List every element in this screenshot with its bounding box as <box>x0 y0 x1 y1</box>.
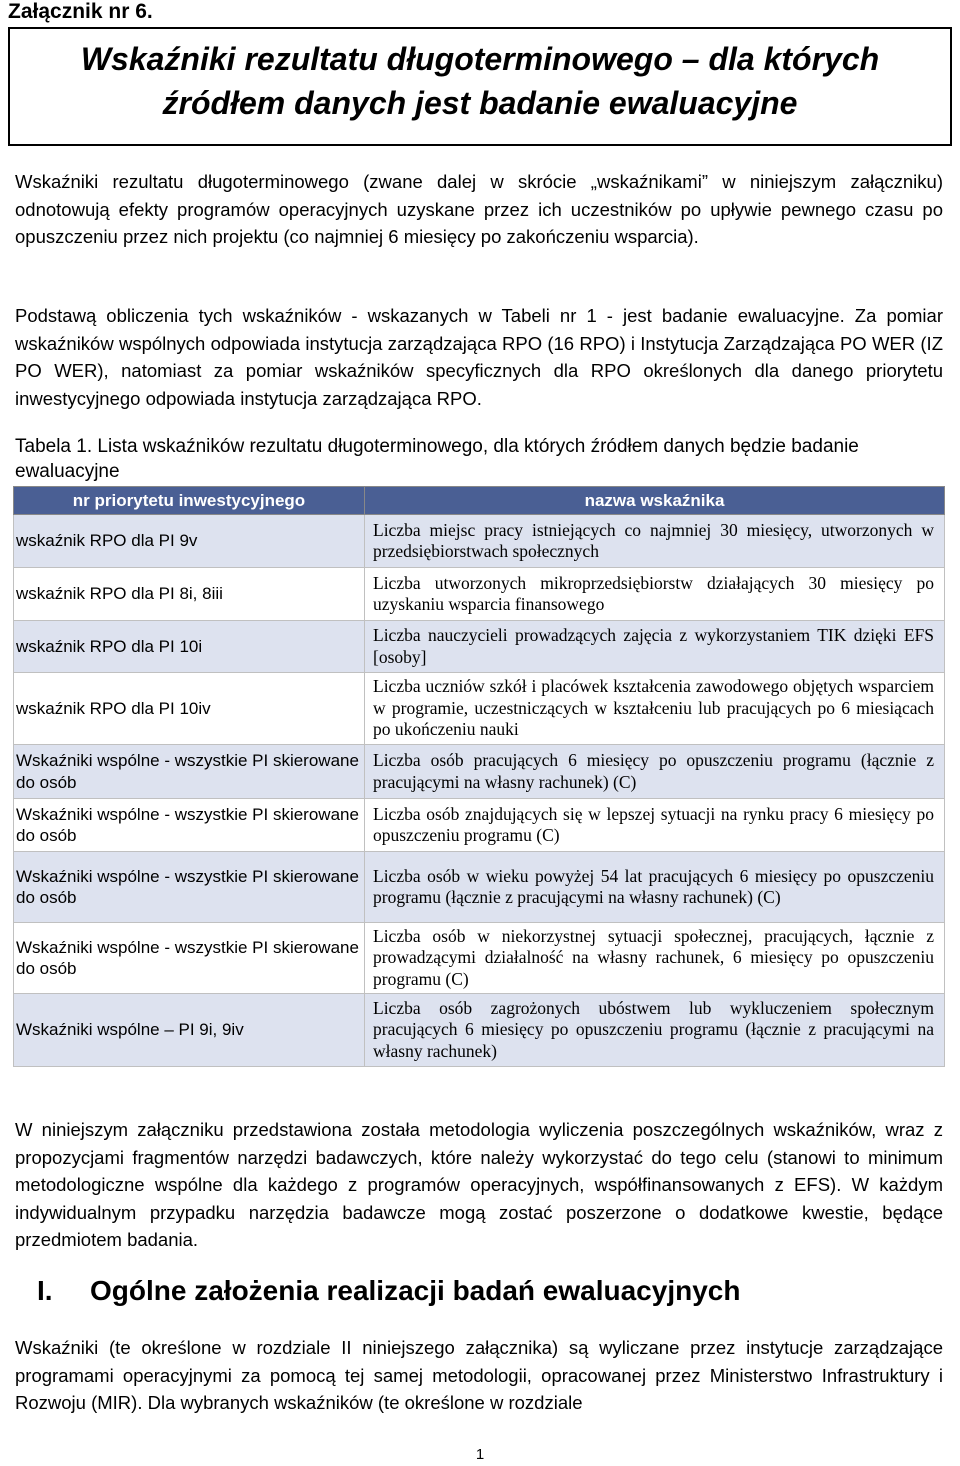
table-row <box>14 852 945 923</box>
basis-paragraph: Podstawą obliczenia tych wskaźników - wskazanych w Tabeli nr 1 - jest badanie ewaluacyjne. Za pomiar wskaźników wspólnych odpowiada instytucja zarządzająca RPO (16 RPO) i Instytucja Zarządzająca PO WER (IZ PO WER), natomiast za pomiar wskaźników specyficznych dla RPO określonych dla danego priorytetu inwestycyjnego odpowiada instytucja zarządzająca RPO. <box>15 305 943 409</box>
header-priority: nr priorytetu inwestycyjnego <box>14 487 365 515</box>
cell-indicator: Liczba osób w wieku powyżej 54 lat pracujących 6 miesięcy po opuszczeniu programu (łącznie z pracującymi na własny rachunek) (C) <box>365 852 945 923</box>
cell-indicator: Liczba uczniów szkół i placówek kształcenia zawodowego objętych wsparciem w programie, uczestniczących w kształceniu lub pracujących po 6 miesiącach po ukończeniu nauki <box>365 673 945 745</box>
cell-priority: wskaźnik RPO dla PI 10i <box>14 621 365 673</box>
table-row <box>14 994 945 1067</box>
cell-priority: Wskaźniki wspólne – PI 9i, 9iv <box>14 994 365 1067</box>
methodology-paragraph: W niniejszym załączniku przedstawiona została metodologia wyliczenia poszczególnych wskaźników, wraz z propozycjami fragmentów narzędzi badawczych, które należy wykorzystać do tego celu (stanowi to minimum metodologiczne wspólne dla każdego z programów operacyjnych, współfinansowanych z EFS). W każdym indywidualnym przypadku narzędzia badawcze mogą zostać poszerzone o dodatkowe kwestie, będące przedmiotem badania. <box>15 1119 943 1250</box>
table-row <box>14 568 945 621</box>
section-number: I. <box>37 1275 53 1306</box>
cell-priority: wskaźnik RPO dla PI 8i, 8iii <box>14 568 365 621</box>
page-number: 1 <box>475 1446 485 1463</box>
table-row <box>14 799 945 852</box>
table-row <box>14 621 945 673</box>
table-row <box>14 745 945 799</box>
header-indicator-name: nazwa wskaźnika <box>365 487 945 515</box>
section-heading <box>37 1275 740 1307</box>
title-line-1: Wskaźniki rezultatu długoterminowego – dla których <box>80 41 880 77</box>
table-row <box>14 923 945 994</box>
cell-priority: wskaźnik RPO dla PI 9v <box>14 515 365 568</box>
cell-priority: Wskaźniki wspólne - wszystkie PI skierowane do osób <box>14 799 365 852</box>
indicator-table <box>13 486 945 1067</box>
cell-indicator: Liczba miejsc pracy istniejących co najmniej 30 miesięcy, utworzonych w przedsiębiorstwach społecznych <box>365 515 945 568</box>
cell-priority: Wskaźniki wspólne - wszystkie PI skierowane do osób <box>14 745 365 799</box>
cell-indicator: Liczba utworzonych mikroprzedsiębiorstw działających 30 miesięcy po uzyskaniu wsparcia finansowego <box>365 568 945 621</box>
table-header-row <box>14 487 945 515</box>
section-title: Ogólne założenia realizacji badań ewaluacyjnych <box>90 1275 741 1306</box>
cell-indicator: Liczba osób w niekorzystnej sytuacji społecznej, pracujących, łącznie z prowadzącymi działalność na własny rachunek, 6 miesięcy po opuszczeniu programu (C) <box>365 923 945 994</box>
table-row <box>14 515 945 568</box>
cell-indicator: Liczba nauczycieli prowadzących zajęcia z wykorzystaniem TIK dzięki EFS [osoby] <box>365 621 945 673</box>
cell-indicator: Liczba osób zagrożonych ubóstwem lub wykluczeniem społecznym pracujących 6 miesięcy po opuszczeniu programu (łącznie z pracującymi na własny rachunek) <box>365 994 945 1067</box>
attachment-label: Załącznik nr 6. <box>8 0 153 23</box>
cell-priority: wskaźnik RPO dla PI 10iv <box>14 673 365 745</box>
cell-priority: Wskaźniki wspólne - wszystkie PI skierowane do osób <box>14 852 365 923</box>
cell-priority: Wskaźniki wspólne - wszystkie PI skierowane do osób <box>14 923 365 994</box>
table-row <box>14 673 945 745</box>
intro-paragraph: Wskaźniki rezultatu długoterminowego (zwane dalej w skrócie „wskaźnikami” w niniejszym załączniku) odnotowują efekty programów operacyjnych uzyskane przez ich uczestników po upływie pewnego czasu po opuszczeniu przez nich projektu (co najmniej 6 miesięcy po zakończeniu wsparcia). <box>15 171 943 247</box>
cell-indicator: Liczba osób znajdujących się w lepszej sytuacji na rynku pracy 6 miesięcy po opuszczeniu programu (C) <box>365 799 945 852</box>
title-line-2: źródłem danych jest badanie ewaluacyjne <box>162 85 798 121</box>
section-paragraph: Wskaźniki (te określone w rozdziale II niniejszego załącznika) są wyliczane przez instytucje zarządzające programami operacyjnymi za pomocą tej samej metodologii, opracowanej przez Ministerstwo Infrastruktury i Rozwoju (MIR). Dla wybranych wskaźników (te określone w rozdziale <box>15 1337 943 1413</box>
cell-indicator: Liczba osób pracujących 6 miesięcy po opuszczeniu programu (łącznie z pracującymi na własny rachunek) (C) <box>365 745 945 799</box>
table-caption: Tabela 1. Lista wskaźników rezultatu długoterminowego, dla których źródłem danych będzie badanie ewaluacyjne <box>15 436 859 482</box>
title-box <box>8 27 952 146</box>
